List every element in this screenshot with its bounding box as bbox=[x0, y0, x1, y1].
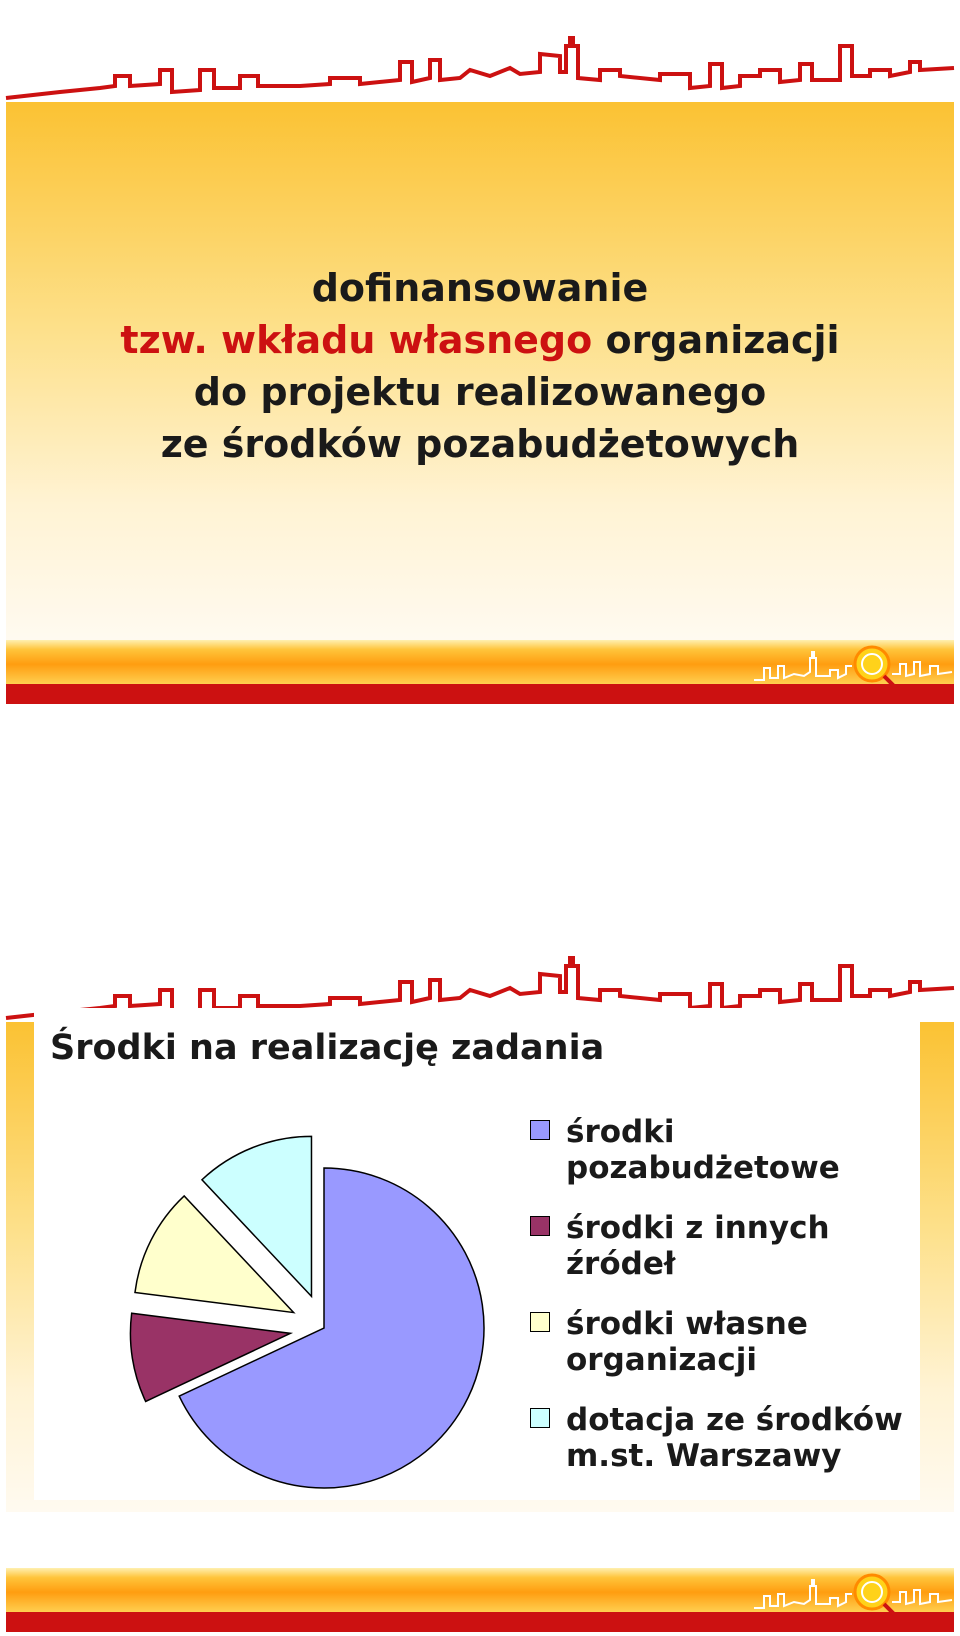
slide-title-text bbox=[0, 262, 960, 470]
chart-title: Środki na realizację zadania bbox=[50, 1028, 605, 1068]
slide-chart bbox=[0, 920, 960, 1636]
title-line-3: do projektu realizowanego bbox=[193, 370, 767, 414]
legend-item-2 bbox=[530, 1306, 910, 1378]
chart-legend bbox=[530, 1114, 910, 1498]
skyline-graphic bbox=[0, 0, 960, 110]
legend-label-0: środki pozabudżetowe bbox=[566, 1114, 840, 1186]
title-line-2 bbox=[0, 314, 960, 366]
slide-title bbox=[0, 0, 960, 706]
legend-swatch-0 bbox=[530, 1120, 550, 1140]
legend-item-0 bbox=[530, 1114, 910, 1186]
legend-label-3: dotacja ze środków m.st. Warszawy bbox=[566, 1402, 903, 1474]
title-line-2-rest: organizacji bbox=[592, 318, 840, 362]
legend-label-1: środki z innych źródeł bbox=[566, 1210, 830, 1282]
chart-panel bbox=[34, 1008, 920, 1500]
footer-skyline-logo-icon bbox=[754, 644, 954, 688]
legend-item-3 bbox=[530, 1402, 910, 1474]
legend-swatch-2 bbox=[530, 1312, 550, 1332]
title-line-1: dofinansowanie bbox=[311, 266, 649, 310]
legend-swatch-3 bbox=[530, 1408, 550, 1428]
title-line-4: ze środków pozabudżetowych bbox=[160, 422, 800, 466]
footer-skyline-logo-icon bbox=[754, 1572, 954, 1616]
legend-label-2: środki własne organizacji bbox=[566, 1306, 808, 1378]
skyline-line bbox=[6, 38, 954, 98]
legend-item-1 bbox=[530, 1210, 910, 1282]
legend-swatch-1 bbox=[530, 1216, 550, 1236]
title-highlight: tzw. wkładu własnego bbox=[120, 318, 593, 362]
